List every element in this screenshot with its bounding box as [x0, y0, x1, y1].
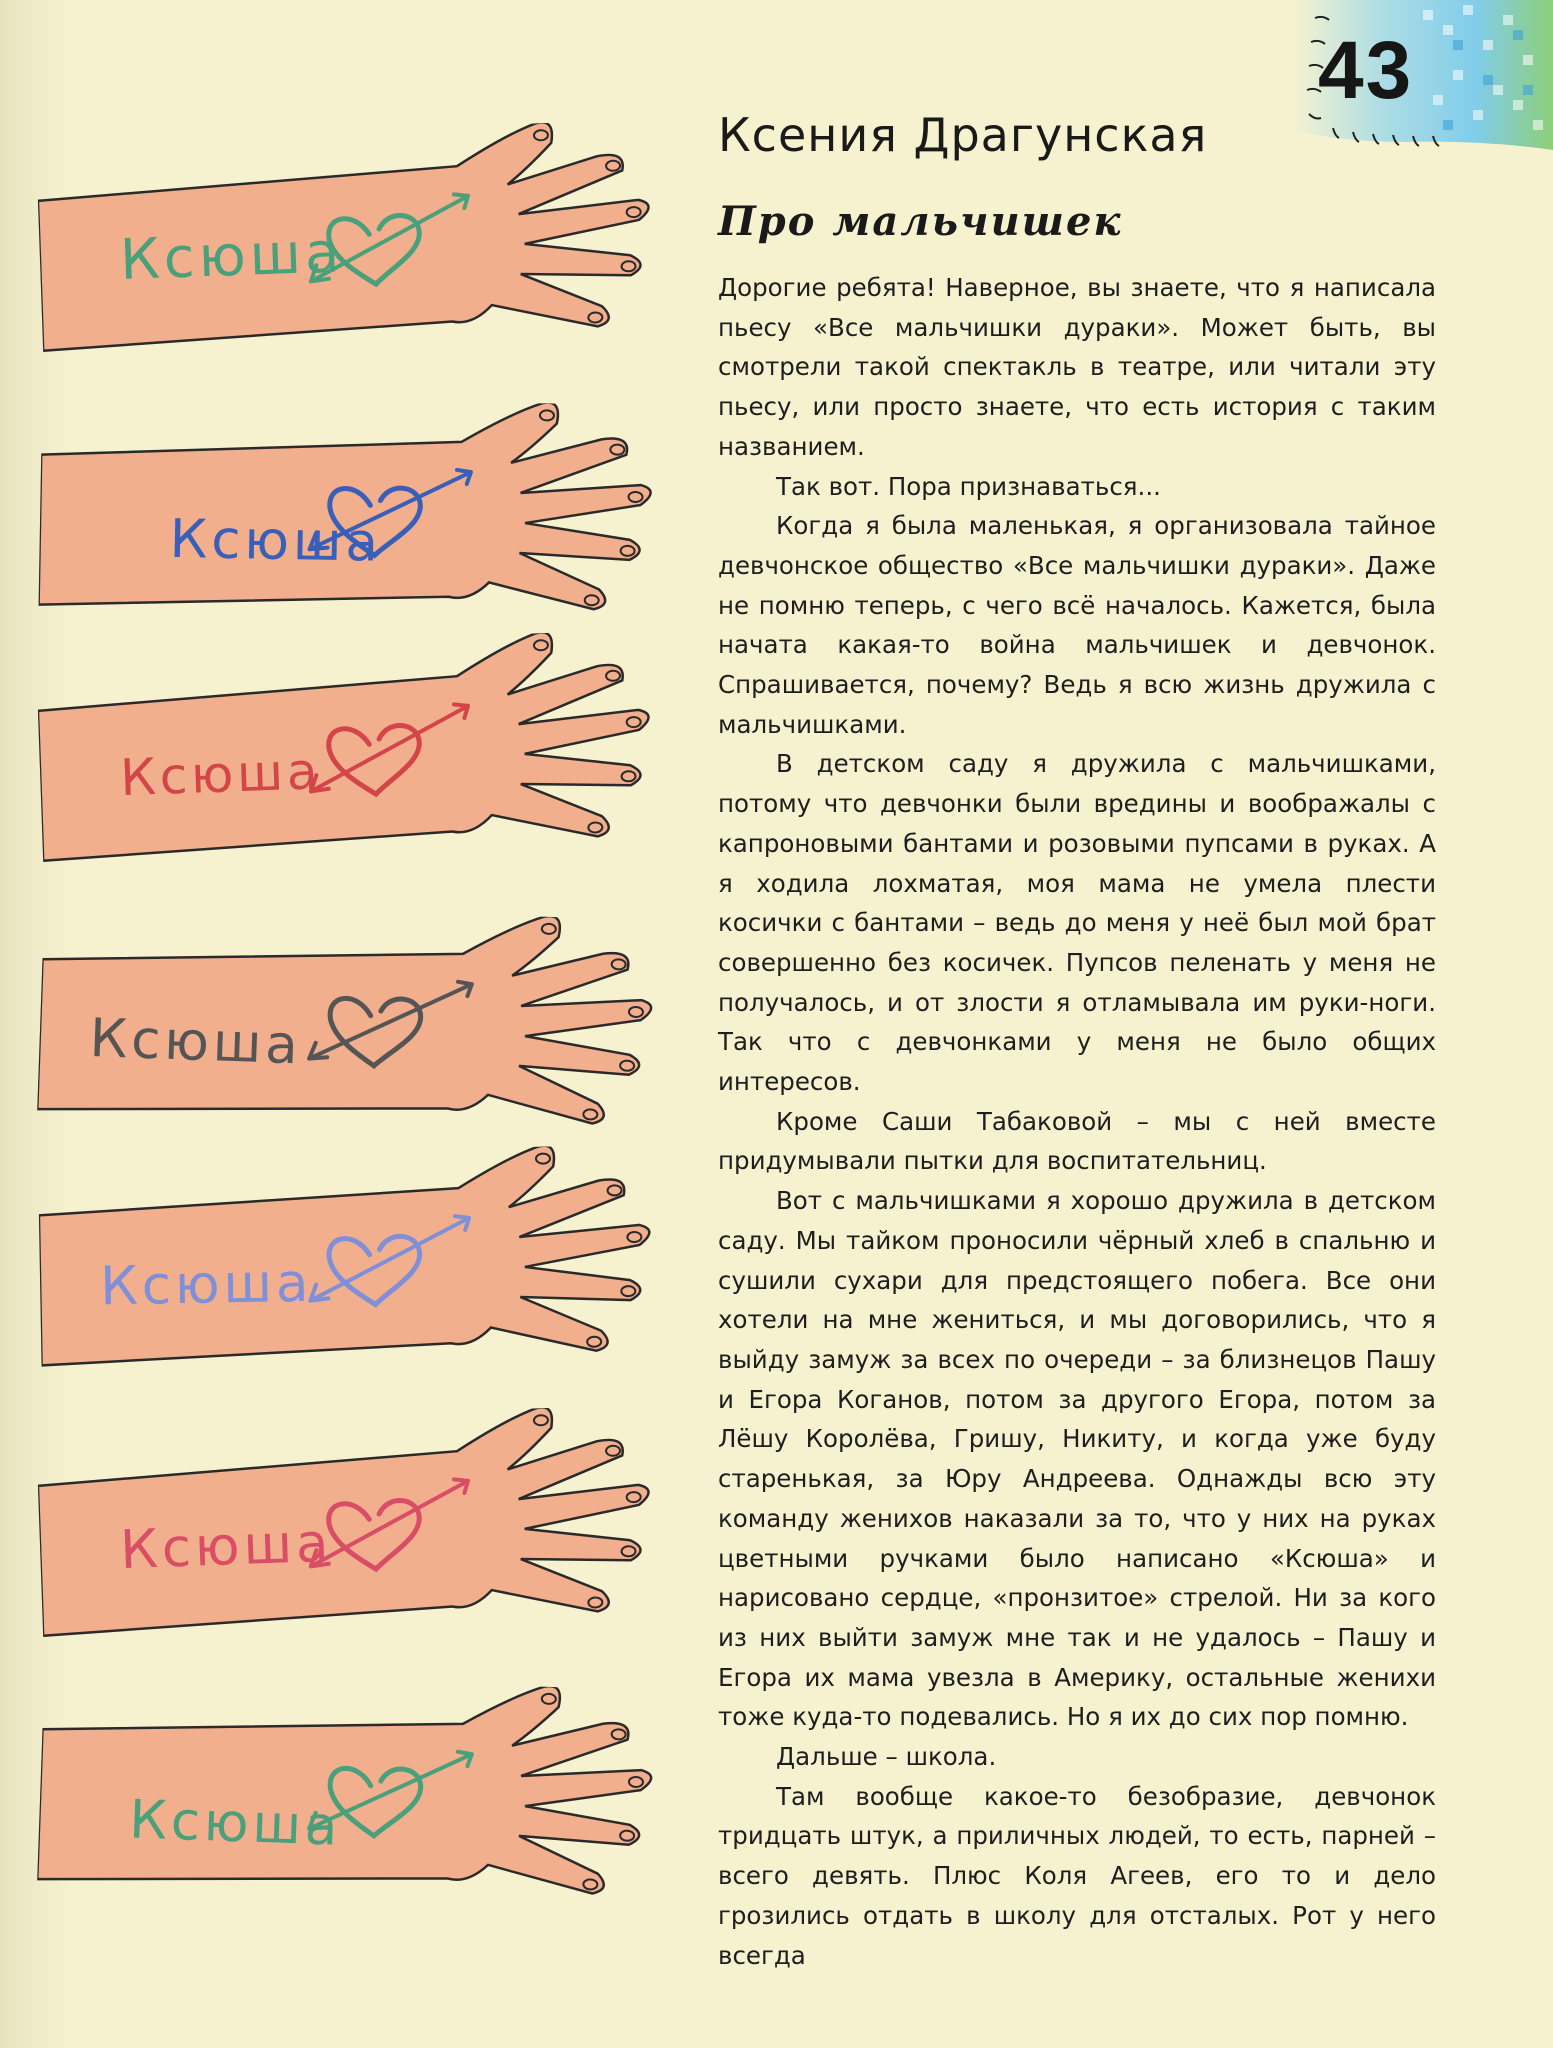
arm-label: Ксюша: [118, 220, 345, 294]
arm-outline: [37, 1669, 654, 1900]
author-name: Ксения Драгунская: [718, 108, 1208, 162]
arm-label: Ксюша: [128, 1788, 343, 1859]
arms-illustration: [0, 0, 680, 2048]
arm-label: Ксюша: [169, 508, 383, 574]
paragraph: Так вот. Пора признаваться...: [776, 471, 1161, 501]
arm-label: Ксюша: [119, 742, 323, 808]
arm-label: Ксюша: [99, 1252, 313, 1318]
story-body: [718, 268, 1436, 1975]
paragraph: Там вообще какое-то безобразие, девчонок тридцать штук, а приличных людей, то есть, парней – всего девять. Плюс Коля Агеев, его то и дело грозились отдать в школу для отсталых. Рот у него всегда: [718, 1781, 1436, 1970]
arm-outline: [39, 395, 653, 616]
arm-drawing: [36, 1404, 664, 1675]
paragraph: Вот с мальчишками я хорошо дружила в детском саду. Мы тайком проносили чёрный хлеб в спальню и сушили сухари для предстоящего побега. Все они хотели на мне жениться, и мы договорились, что я выйду замуж за всех по очереди – за близнецов Пашу и Егора Коганов, потом за другого Егора, потом за Лёшу Королёва, Гришу, Никиту, и когда уже буду старенькая, за Юру Андреева. Однажды всю эту команду женихов наказали за то, что у них на руках цветными ручками было написано «Ксюша» и нарисовано сердце, «пронзитое» стрелой. Ни за кого из них выйти замуж мне так и не удалось – Пашу и Егора их мама увезла в Америку, остальные женихи тоже куда-то подевались. Но я их до сих пор помню.: [718, 1186, 1436, 1732]
page-number: 43: [1318, 25, 1414, 116]
arm-drawing: [36, 899, 664, 1170]
arm-label: Ксюша: [88, 1007, 303, 1077]
arm-drawing: [36, 119, 664, 390]
arm-outline: [36, 629, 653, 861]
arm-drawing: [36, 1669, 664, 1940]
arm-drawing: [36, 629, 664, 900]
paragraph: В детском саду я дружила с мальчишками, потому что девчонки были вредины и воображалы с капроновыми бантами и розовыми пупсами в руках. А я ходила лохматая, моя мама не умела плести косички с бантами – ведь до меня у неё был мой брат совершенно без косичек. Пупсов пеленать у меня не получалось, и от злости я отламывала им руки-ноги. Так что с девчонками у меня не было общих интересов.: [718, 749, 1436, 1097]
paragraph: Дальше – школа.: [776, 1742, 997, 1772]
arm-drawing: [38, 1145, 662, 1406]
paragraph: Дорогие ребята! Наверное, вы знаете, что я написала пьесу «Все мальчишки дураки». Может быть, вы смотрели такой спектакль в театре, или читали эту пьесу, или просто знаете, что есть история с таким названием.: [718, 273, 1436, 461]
arm-label: Ксюша: [119, 1512, 334, 1582]
story-title: Про мальчишек: [718, 198, 1123, 245]
paragraph: Кроме Саши Табаковой – мы с ней вместе придумывали пытки для воспитательниц.: [718, 1106, 1436, 1176]
paragraph: Когда я была маленькая, я организовала тайное девчонское общество «Все мальчишки дураки». Даже не помню теперь, с чего всё началось. Кажется, была начата какая-то война мальчишек и девчонок. Спрашивается, почему? Ведь я всю жизнь дружила с мальчишками.: [718, 511, 1436, 739]
arm-drawing: [38, 395, 662, 656]
